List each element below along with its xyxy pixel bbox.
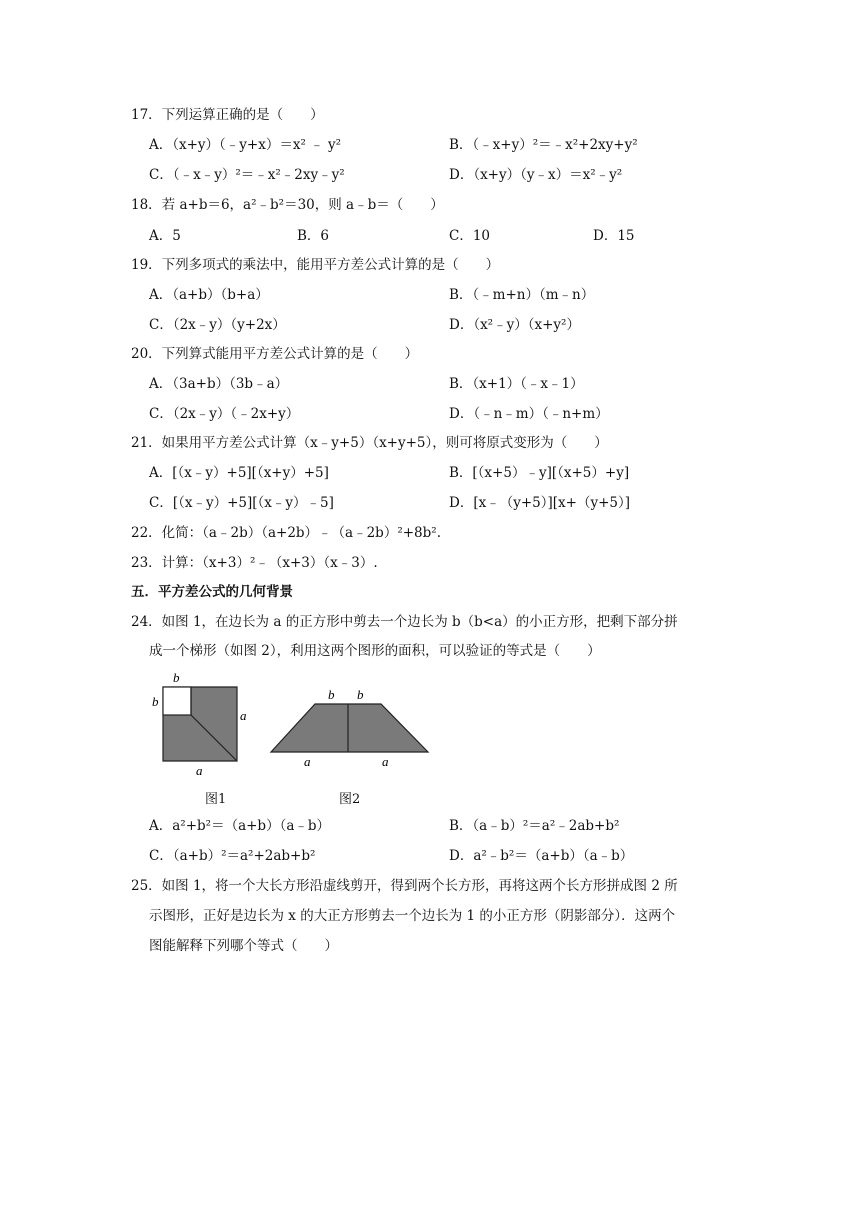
fig1-label-top: b [173, 670, 180, 685]
q24-option-d: D．a²﹣b²＝（a+b）（a﹣b） [449, 848, 634, 864]
fig2-label-top-left: b [328, 687, 335, 702]
q20-option-c: C．（2x﹣y）（﹣2x+y） [149, 406, 300, 422]
q18-option-a: A．5 [149, 228, 181, 244]
q21-option-c: C．[（x﹣y）+5][（x﹣y）﹣5] [149, 495, 334, 511]
fig2-caption: 图2 [339, 792, 361, 807]
q17-option-d: D．（x+y）（y﹣x）＝x²﹣y² [449, 167, 623, 183]
fig1-label-left: b [152, 694, 159, 709]
q25-stem-line2: 示图形，正好是边长为 x 的大正方形剪去一个边长为 1 的小正方形（阴影部分）．这两个 [149, 908, 676, 924]
q24-stem-line2: 成一个梯形（如图 2），利用这两个图形的面积，可以验证的等式是（ ） [149, 643, 601, 659]
q24-stem-line1: 24．如图 1，在边长为 a 的正方形中剪去一个边长为 b（b<a）的小正方形，把剩下部分拼 [131, 614, 678, 630]
q17-option-c: C．（﹣x﹣y）²＝﹣x²﹣2xy﹣y² [149, 167, 345, 183]
q24-option-a: A．a²+b²＝（a+b）（a﹣b） [149, 818, 331, 834]
fig2-label-bottom-left: a [304, 754, 311, 769]
q20-option-d: D．（﹣n﹣m）（﹣n+m） [449, 406, 609, 422]
q18-stem: 18．若 a+b＝6，a²﹣b²＝30，则 a﹣b＝（ ） [131, 197, 444, 213]
q21-option-b: B．[（x+5）﹣y][（x+5）+y] [449, 465, 630, 481]
q17-option-a: A．（x+y）（﹣y+x）＝x² ﹣ y² [149, 137, 341, 153]
q25-stem-line1: 25．如图 1，将一个大长方形沿虚线剪开，得到两个长方形，再将这两个长方形拼成图 2 所 [131, 878, 678, 894]
q20-stem: 20．下列算式能用平方差公式计算的是（ ） [131, 346, 419, 362]
fig1-caption: 图1 [205, 792, 227, 807]
fig2-label-top-right: b [357, 687, 364, 702]
q22-stem: 22．化简：（a﹣2b）（a+2b）﹣（a﹣2b）²+8b². [131, 525, 441, 541]
q20-option-b: B．（x+1）（﹣x﹣1） [449, 376, 584, 392]
q17-option-b: B．（﹣x+y）²＝﹣x²+2xy+y² [449, 137, 638, 153]
q21-stem: 21．如果用平方差公式计算（x﹣y+5）（x+y+5），则可将原式变形为（ ） [131, 435, 608, 451]
q20-option-a: A．（3a+b）（3b﹣a） [149, 376, 289, 392]
q19-option-c: C．（2x﹣y）（y+2x） [149, 317, 286, 333]
q23-stem: 23．计算：（x+3）²﹣（x+3）（x﹣3）. [131, 555, 378, 571]
q18-option-d: D．15 [593, 228, 635, 244]
fig1-label-right: a [240, 708, 247, 723]
q19-option-d: D．（x²﹣y）（x+y²） [449, 317, 580, 333]
q24-figure2 [268, 682, 434, 774]
q24-figure1 [140, 668, 260, 780]
q19-option-a: A．（a+b）（b+a） [149, 287, 269, 303]
q24-option-b: B．（a﹣b）²＝a²﹣2ab+b² [449, 818, 620, 834]
q19-stem: 19．下列多项式的乘法中，能用平方差公式计算的是（ ） [131, 257, 500, 273]
q18-option-c: C．10 [449, 228, 491, 244]
q17-stem: 17．下列运算正确的是（ ） [131, 107, 324, 123]
q24-option-c: C．（a+b）²＝a²+2ab+b² [149, 848, 316, 864]
q19-option-b: B．（﹣m+n）（m﹣n） [449, 287, 595, 303]
q21-option-a: A．[（x﹣y）+5][（x+y）+5] [149, 465, 329, 481]
fig1-label-bottom: a [196, 763, 203, 778]
fig2-label-bottom-right: a [382, 754, 389, 769]
q18-option-b: B．6 [297, 228, 330, 244]
section-heading: 五．平方差公式的几何背景 [131, 584, 293, 600]
q25-stem-line3: 图能解释下列哪个等式（ ） [149, 938, 338, 954]
q21-option-d: D．[x﹣（y+5）][x+（y+5）] [449, 495, 630, 511]
